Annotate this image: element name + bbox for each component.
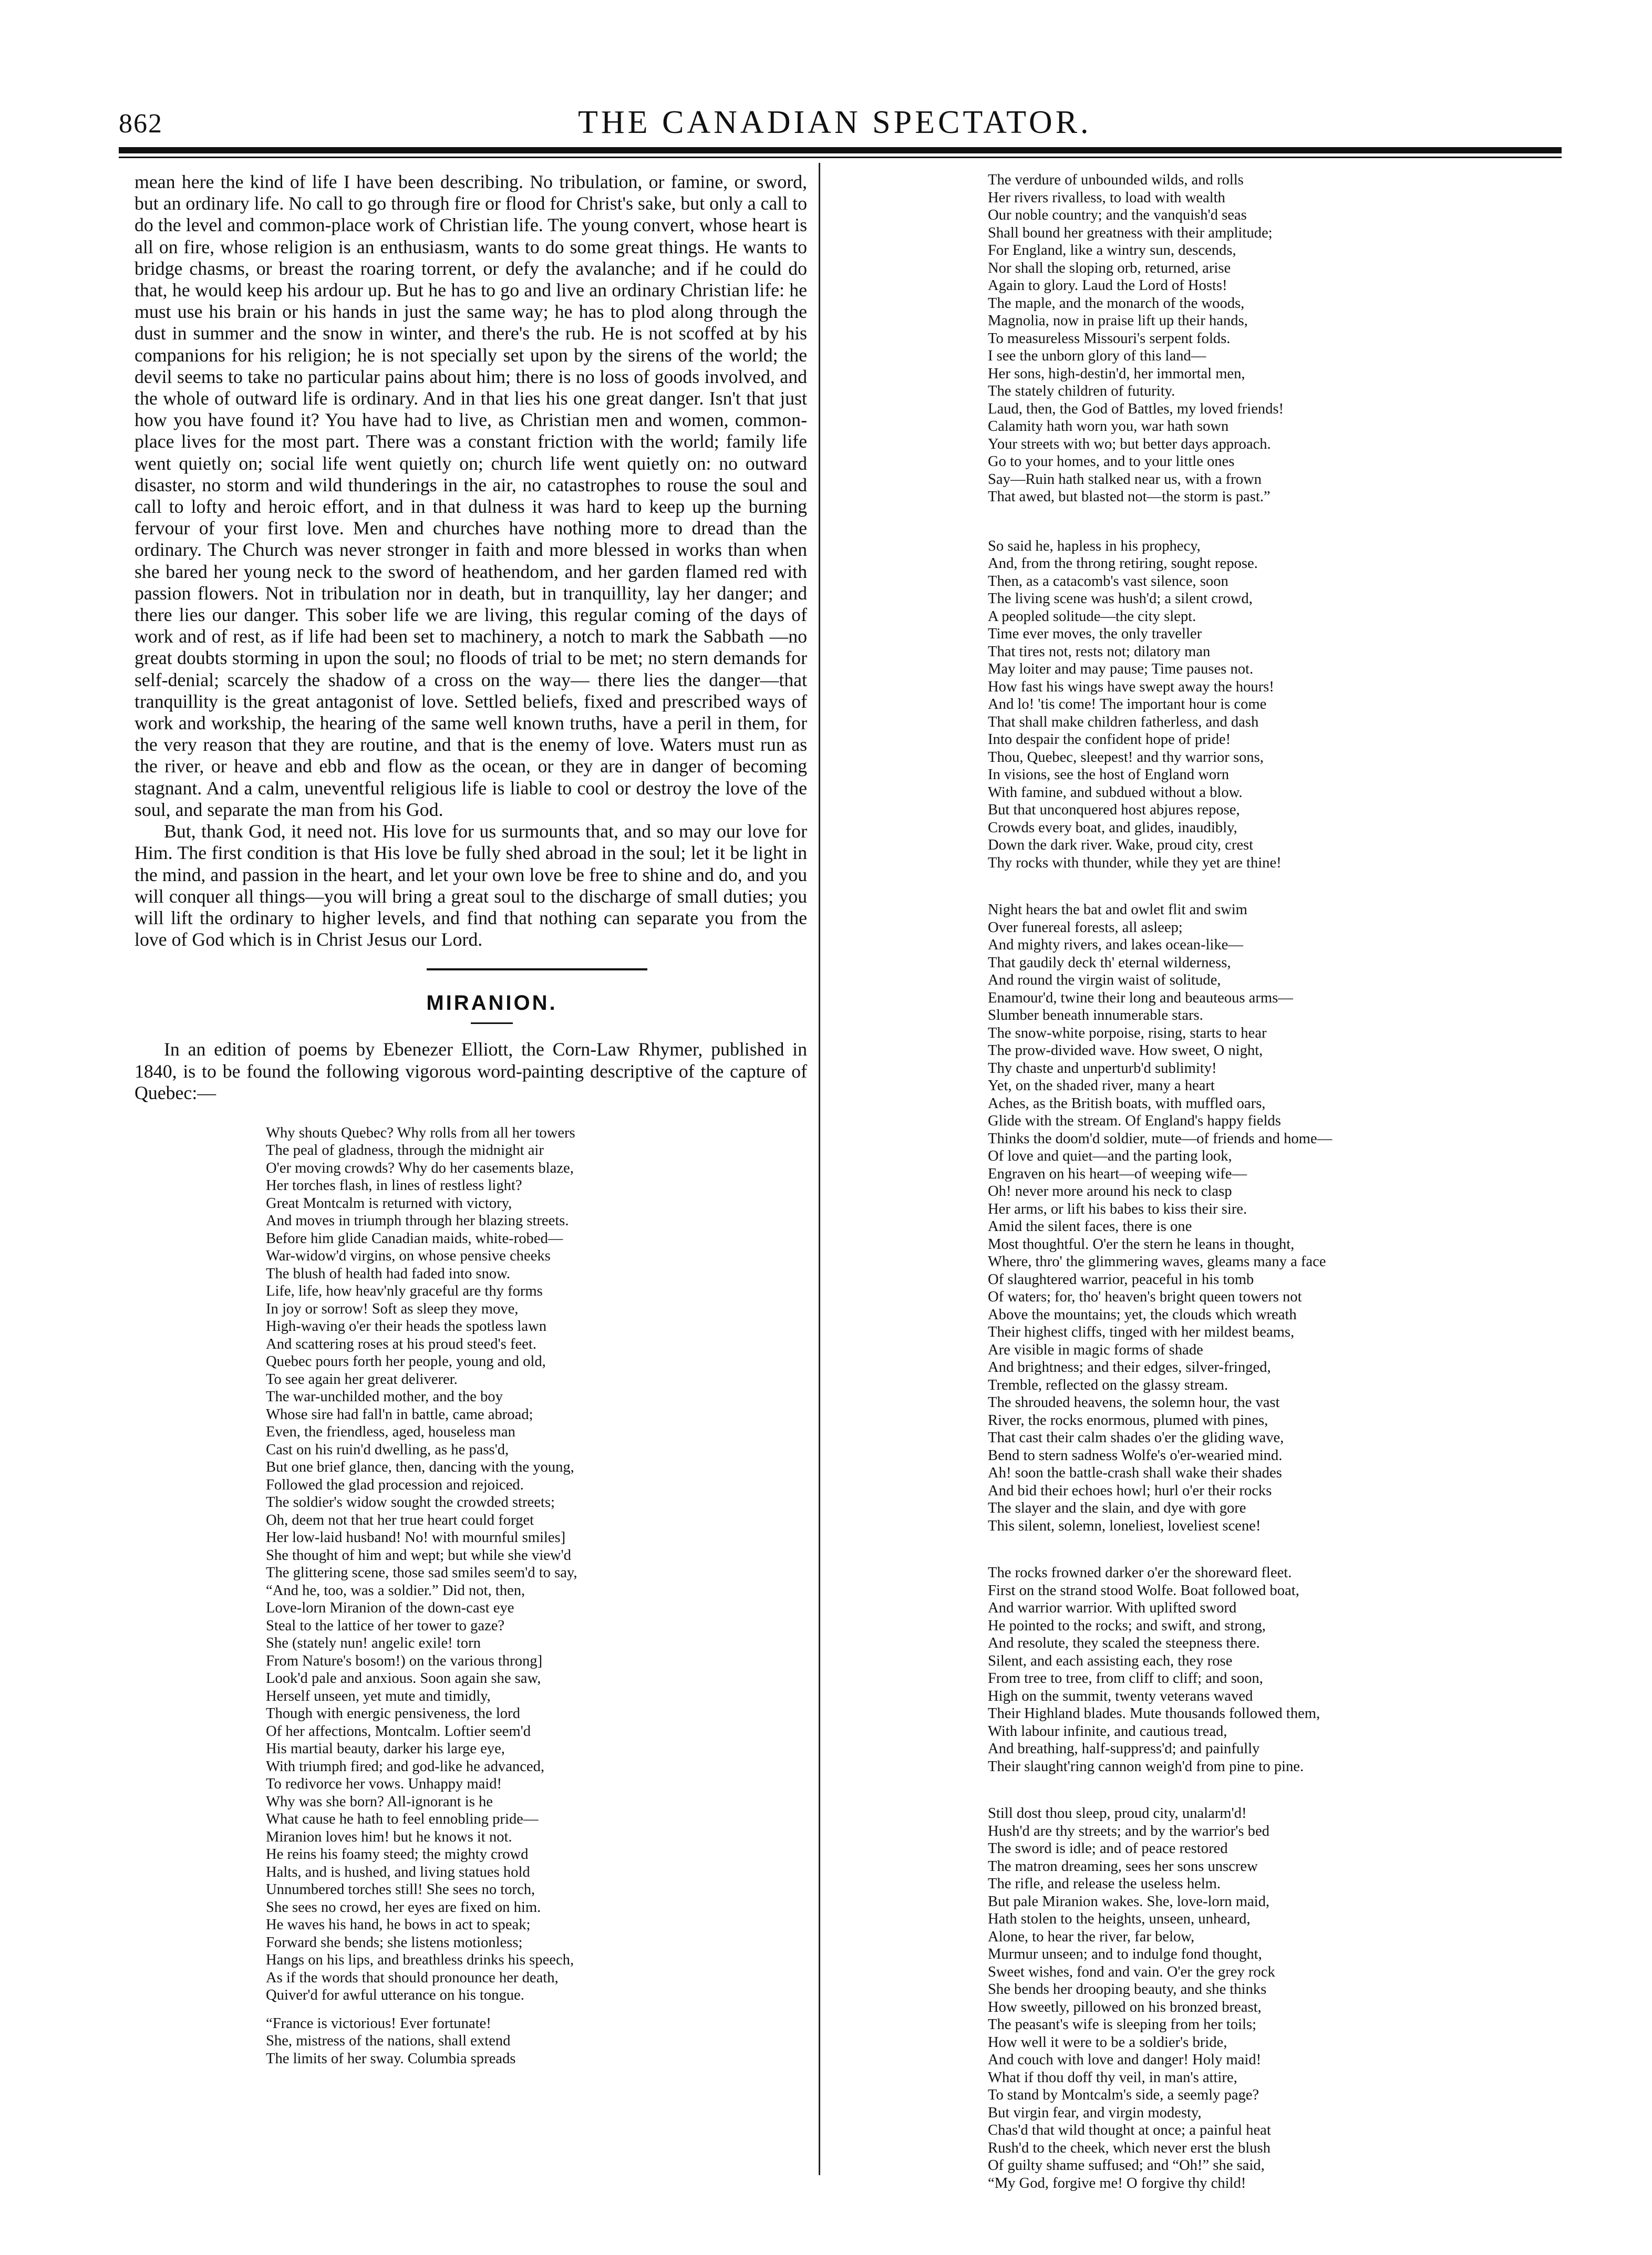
sermon-text (135, 171, 807, 950)
poem-line: Steal to the lattice of her tower to gaze? (266, 1617, 505, 1634)
poem-line: The prow-divided wave. How sweet, O night, (988, 1042, 1263, 1059)
poem-line: But virgin fear, and virgin modesty, (988, 2104, 1202, 2121)
poem-line: She bends her drooping beauty, and she thinks (988, 1981, 1267, 1998)
poem-line: Unnumbered torches still! She sees no torch, (266, 1881, 535, 1898)
poem-line: The slayer and the slain, and dye with gore (988, 1500, 1246, 1516)
poem-line: She, mistress of the nations, shall extend (266, 2033, 511, 2050)
column-divider (819, 163, 820, 2175)
poem-line: “And he, too, was a soldier.” Did not, then, (266, 1582, 525, 1599)
poem-line: Bend to stern sadness Wolfe's o'er-wearied mind. (988, 1447, 1283, 1464)
poem-line: And resolute, they scaled the steepness there. (988, 1635, 1260, 1651)
section-divider (427, 968, 647, 970)
poem-line: High-waving o'er their heads the spotless lawn (266, 1318, 547, 1335)
poem-line: The living scene was hush'd; a silent crowd, (988, 591, 1253, 607)
poem-line: To redivorce her vows. Unhappy maid! (266, 1776, 502, 1793)
poem-line: Laud, then, the God of Battles, my loved friends! (988, 400, 1284, 417)
poem-line: Still dost thou sleep, proud city, unalarm'd! (988, 1805, 1247, 1822)
poem-line: Your streets with wo; but better days approach. (988, 436, 1271, 452)
poem-line: Above the mountains; yet, the clouds which wreath (988, 1306, 1297, 1323)
poem-line: This silent, solemn, loneliest, loveliest scene! (988, 1517, 1261, 1534)
poem-line: Of her affections, Montcalm. Loftier seem'd (266, 1723, 531, 1740)
poem-line: Their slaught'ring cannon weigh'd from pine to pine. (988, 1758, 1304, 1775)
intro-paragraph: In an edition of poems by Ebenezer Elliott, the Corn-Law Rhymer, published in 1840, is to be found the following vigorous word-painting descriptive of the capture of Quebec:— (135, 1039, 807, 1104)
page-number: 862 (119, 109, 163, 139)
poem-line: Chas'd that wild thought at once; a painful heat (988, 2122, 1271, 2138)
poem-line: Of love and quiet—and the parting look, (988, 1148, 1232, 1164)
poem-line: But that unconquered host abjures repose, (988, 802, 1240, 818)
poem-line: The sword is idle; and of peace restored (988, 1840, 1228, 1857)
poem-line: Crowds every boat, and glides, inaudibly, (988, 819, 1237, 836)
poem-line: Followed the glad procession and rejoiced. (266, 1476, 524, 1493)
poem-line: With labour infinite, and cautious tread, (988, 1723, 1227, 1740)
poem-line: Hangs on his lips, and breathless drinks his speech, (266, 1952, 574, 1969)
poem-line: Halts, and is hushed, and living statues hold (266, 1864, 530, 1880)
poem-line: As if the words that should pronounce her death, (266, 1969, 559, 1986)
poem-line: Miranion loves him! but he knows it not. (266, 1828, 512, 1845)
poem-line: The verdure of unbounded wilds, and rolls (988, 172, 1244, 188)
poem-line: Quiver'd for awful utterance on his tongue. (266, 1987, 524, 2004)
poem-line: Where, thro' the glimmering waves, gleams many a face (988, 1254, 1326, 1270)
poem-line: Cast on his ruin'd dwelling, as he pass'd, (266, 1441, 509, 1458)
poem-line: Their highest cliffs, tinged with her mildest beams, (988, 1324, 1295, 1340)
sermon-paragraph: mean here the kind of life I have been describing. No tribulation, or famine, or sword, but an ordinary life. No call to go through fire or flood for Christ's sake, but only a call to do the level and common-place work of Christian life. The young convert, whose heart is all on fire, whose religion is an enthusiasm, wants to do some great things. He wants to bridge chasms, or breast the roaring torrent, or defy the avalanche; and if he could do that, he would keep his ardour up. But he has to go and live an ordinary Christian life: he must use his brain or his hands in just the same way; he has to plod along through the dust in summer and the snow in winter, and there's the rub. He is not scoffed at by his companions for his religion; he is not specially set upon by the sirens of the world; the devil seems to take no particular pains about him; there is no loss of goods involved, and the whole of outward life is ordinary. And in that lies his one great danger. Isn't that just how you have found it? You have had to live, as Christian men and women, common-place lives for the most part. There was a constant friction with the world; family life went quietly on; social life went quietly on; church life went quietly on: no outward disaster, no storm and wild thunderings in the air, no catastrophes to rouse the soul and call to lofty and heroic effort, and in that dulness it was hard to keep up the burning fervour of your first love. Men and churches have nothing more to dread than the ordinary. The Church was never stronger in faith and more blessed in works than when she bared her young neck to the sword of heathendom, and her garden flamed red with passion flowers. Not in tribulation nor in death, but in tranquillity, lay her danger; and there lies our danger. This sober life we are living, this regular coming of the days of work and of rest, as if life had been set to machinery, a notch to mark the Sabbath —no great doubts storming in upon the soul; no floods of trial to be met; no stern demands for self-denial; scarcely the shadow of a cross on the way— there lies the danger—that tranquillity is the great antagonist of love. Settled beliefs, fixed and prescribed ways of work and workship, the hearing of the same well known truths, have a peril in them, for the very reason that they are routine, and that is the enemy of love. Waters must run as the river, or heave and ebb and flow as the ocean, or they are in danger of becoming stagnant. And a calm, uneventful religious life is liable to cool or destroy the love of the soul, and separate the man from his God. (135, 171, 807, 820)
poem-line: Glide with the stream. Of England's happy fields (988, 1113, 1281, 1129)
poem-line: Oh! never more around his neck to clasp (988, 1183, 1232, 1199)
poem-stanza (988, 171, 1545, 506)
poem-line: Oh, deem not that her true heart could forget (266, 1512, 534, 1528)
poem-line: The peal of gladness, through the midnight air (266, 1142, 544, 1159)
poem-line: Love-lorn Miranion of the down-cast eye (266, 1600, 514, 1617)
poem-line: The snow-white porpoise, rising, starts to hear (988, 1025, 1267, 1041)
poem-line: Then, as a catacomb's vast silence, soon (988, 573, 1228, 589)
poem-line: The blush of health had faded into snow. (266, 1265, 511, 1282)
poem-line: That awed, but blasted not—the storm is past.” (988, 489, 1271, 505)
poem-line: Alone, to hear the river, far below, (988, 1928, 1195, 1945)
poem-line: Magnolia, now in praise lift up their hands, (988, 313, 1248, 329)
poem-line: And brightness; and their edges, silver-fringed, (988, 1359, 1271, 1375)
poem-line: And warrior warrior. With uplifted sword (988, 1600, 1237, 1616)
poem-line: A peopled solitude—the city slept. (988, 608, 1196, 625)
header-rule-thick (119, 147, 1562, 153)
poem-line: That shall make children fatherless, and dash (988, 713, 1259, 730)
poem-line: Their Highland blades. Mute thousands followed them, (988, 1705, 1320, 1722)
poem-line: War-widow'd virgins, on whose pensive cheeks (266, 1248, 551, 1265)
poem-line: Quebec pours forth her people, young and old, (266, 1353, 546, 1370)
poem-line: O'er moving crowds? Why do her casements blaze, (266, 1160, 574, 1176)
poem-line: Into despair the confident hope of pride! (988, 731, 1231, 748)
poem-line: Enamour'd, twine their long and beauteous arms— (988, 989, 1293, 1006)
poem-line: Night hears the bat and owlet flit and swim (988, 902, 1247, 918)
poem-line: The shrouded heavens, the solemn hour, the vast (988, 1394, 1280, 1411)
poem-line: What cause he hath to feel ennobling pride— (266, 1811, 539, 1828)
article-title: MIRANION. (426, 991, 557, 1015)
poem-stanza (988, 1805, 1545, 2192)
poem-line: So said he, hapless in his prophecy, (988, 537, 1201, 554)
poem-line: Why was she born? All-ignorant is he (266, 1793, 493, 1810)
poem-line: First on the strand stood Wolfe. Boat followed boat, (988, 1582, 1299, 1599)
poem-line: From tree to tree, from cliff to cliff; and soon, (988, 1670, 1263, 1687)
poem-line: The peasant's wife is sleeping from her toils; (988, 2016, 1256, 2033)
poem-line: Before him glide Canadian maids, white-robed— (266, 1230, 563, 1247)
poem-line: That gaudily deck th' eternal wilderness, (988, 954, 1231, 971)
poem-line: Look'd pale and anxious. Soon again she saw, (266, 1670, 541, 1687)
poem-line: He reins his foamy steed; the mighty crowd (266, 1846, 529, 1863)
poem-line: Down the dark river. Wake, proud city, crest (988, 837, 1254, 853)
poem-left-column (266, 1124, 807, 2068)
poem-line: He pointed to the rocks; and swift, and strong, (988, 1617, 1266, 1634)
article-intro (135, 1039, 807, 1104)
poem-line: Thy rocks with thunder, while they yet are thine! (988, 854, 1282, 871)
poem-line: To measureless Missouri's serpent folds. (988, 330, 1231, 347)
poem-stanza (988, 537, 1545, 872)
poem-stanza (988, 901, 1545, 1535)
poem-line: To stand by Montcalm's side, a seemly page? (988, 2087, 1259, 2103)
header-rule-thin (119, 157, 1562, 158)
poem-line: Forward she bends; she listens motionless; (266, 1934, 523, 1951)
poem-line: Nor shall the sloping orb, returned, arise (988, 260, 1231, 276)
poem-line: For England, like a wintry sun, descends, (988, 242, 1236, 258)
poem-line: The glittering scene, those sad smiles seem'd to say, (266, 1565, 577, 1581)
poem-line: Time ever moves, the only traveller (988, 626, 1202, 642)
poem-line: River, the rocks enormous, plumed with pines, (988, 1412, 1268, 1429)
poem-line: And mighty rivers, and lakes ocean-like— (988, 937, 1243, 953)
poem-line: Murmur unseen; and to indulge fond thought, (988, 1946, 1262, 1962)
poem-line: Aches, as the British boats, with muffled oars, (988, 1095, 1266, 1112)
poem-line: And scattering roses at his proud steed's feet. (266, 1336, 536, 1352)
poem-line: Great Montcalm is returned with victory, (266, 1195, 512, 1212)
poem-line: The rifle, and release the useless helm. (988, 1876, 1221, 1892)
poem-line: Yet, on the shaded river, many a heart (988, 1078, 1215, 1094)
poem-line: Thinks the doom'd soldier, mute—of friends and home— (988, 1130, 1333, 1147)
poem-line: Hath stolen to the heights, unseen, unheard, (988, 1911, 1251, 1927)
poem-line: That tires not, rests not; dilatory man (988, 643, 1211, 660)
poem-stanza (266, 2015, 807, 2068)
poem-line: High on the summit, twenty veterans waved (988, 1688, 1253, 1704)
poem-right-column (988, 171, 1545, 2192)
poem-line: Of slaughtered warrior, peaceful in his tomb (988, 1271, 1254, 1288)
poem-line: The war-unchilded mother, and the boy (266, 1389, 503, 1405)
poem-line: Slumber beneath innumerable stars. (988, 1007, 1203, 1023)
poem-line: Tremble, reflected on the glassy stream. (988, 1377, 1228, 1393)
poem-line: He waves his hand, he bows in act to speak; (266, 1917, 531, 1933)
poem-line: Over funereal forests, all asleep; (988, 919, 1183, 936)
poem-line: From Nature's bosom!) on the various throng] (266, 1652, 543, 1669)
poem-line: And round the virgin waist of solitude, (988, 972, 1221, 988)
poem-line: Sweet wishes, fond and vain. O'er the grey rock (988, 1963, 1275, 1980)
poem-line: The maple, and the monarch of the woods, (988, 295, 1245, 312)
poem-line: To see again her great deliverer. (266, 1371, 458, 1388)
poem-line: That cast their calm shades o'er the gliding wave, (988, 1430, 1284, 1446)
poem-line: Her arms, or lift his babes to kiss their sire. (988, 1201, 1247, 1217)
left-column (135, 171, 807, 2067)
poem-line: With famine, and subdued without a blow. (988, 784, 1243, 801)
sermon-paragraph: But, thank God, it need not. His love for us surmounts that, and so may our love for Him. The first condition is that His love be fully shed abroad in the soul; let it be light in the mind, and passion in the heart, and let your own love be free to shine and do, and you will conquer all things—you will bring a great soul to the discharge of small duties; you will lift the ordinary to higher levels, and find that nothing can separate you from the love of God which is in Christ Jesus our Lord. (135, 821, 807, 950)
poem-line: Most thoughtful. O'er the stern he leans in thought, (988, 1236, 1295, 1253)
poem-line: How well it were to be a soldier's bride, (988, 2034, 1227, 2051)
poem-line: Silent, and each assisting each, they rose (988, 1652, 1233, 1669)
poem-line: Go to your homes, and to your little ones (988, 453, 1235, 470)
poem-line: Whose sire had fall'n in battle, came abroad; (266, 1406, 533, 1423)
poem-line: The limits of her sway. Columbia spreads (266, 2050, 516, 2067)
poem-line: Why shouts Quebec? Why rolls from all her towers (266, 1124, 575, 1141)
poem-line: Her sons, high-destin'd, her immortal men, (988, 365, 1245, 382)
poem-line: “France is victorious! Ever fortunate! (266, 2015, 491, 2032)
poem-line: With triumph fired; and god-like he advanced, (266, 1758, 545, 1775)
title-dash (471, 1022, 513, 1024)
poem-line: And moves in triumph through her blazing streets. (266, 1213, 569, 1229)
poem-line: Ah! soon the battle-crash shall wake their shades (988, 1465, 1282, 1481)
poem-line: Though with energic pensiveness, the lord (266, 1705, 520, 1722)
poem-line: But one brief glance, then, dancing with the young, (266, 1459, 574, 1476)
masthead-title: THE CANADIAN SPECTATOR. (578, 105, 1092, 140)
poem-line: Even, the friendless, aged, houseless man (266, 1424, 515, 1441)
poem-line: Her low-laid husband! No! with mournful smiles] (266, 1529, 566, 1546)
poem-line: Calamity hath worn you, war hath sown (988, 418, 1229, 435)
poem-line: She sees no crowd, her eyes are fixed on him. (266, 1899, 541, 1916)
poem-line: Rush'd to the cheek, which never erst the blush (988, 2139, 1271, 2156)
poem-line: “My God, forgive me! O forgive thy child! (988, 2175, 1246, 2191)
poem-line: How sweetly, pillowed on his bronzed breast, (988, 1999, 1262, 2015)
poem-line: Engraven on his heart—of weeping wife— (988, 1165, 1247, 1182)
poem-line: And, from the throng retiring, sought repose. (988, 555, 1258, 572)
poem-line: She (stately nun! angelic exile! torn (266, 1635, 481, 1652)
poem-line: I see the unborn glory of this land— (988, 348, 1206, 364)
poem-line: Our noble country; and the vanquish'd seas (988, 207, 1247, 223)
poem-line: Shall bound her greatness with their amplitude; (988, 224, 1273, 241)
poem-line: In visions, see the host of England worn (988, 767, 1230, 783)
poem-line: The soldier's widow sought the crowded streets; (266, 1494, 555, 1511)
poem-line: And breathing, half-suppress'd; and painfully (988, 1741, 1260, 1757)
poem-line: But pale Miranion wakes. She, love-lorn maid, (988, 1893, 1270, 1910)
poem-line: Are visible in magic forms of shade (988, 1341, 1203, 1358)
poem-line: Her rivers rivalless, to load with wealth (988, 189, 1225, 206)
poem-line: Thou, Quebec, sleepest! and thy warrior sons, (988, 749, 1264, 766)
poem-line: Hush'd are thy streets; and by the warrior's bed (988, 1823, 1269, 1839)
poem-line: Of waters; for, tho' heaven's bright queen towers not (988, 1289, 1302, 1305)
poem-line: The matron dreaming, sees her sons unscrew (988, 1858, 1258, 1875)
poem-line: Her torches flash, in lines of restless light? (266, 1177, 522, 1194)
poem-line: And lo! 'tis come! The important hour is come (988, 696, 1267, 712)
poem-line: His martial beauty, darker his large eye, (266, 1741, 505, 1757)
poem-line: Amid the silent faces, there is one (988, 1218, 1192, 1235)
poem-stanza (988, 1564, 1545, 1775)
poem-line: And bid their echoes howl; hurl o'er their rocks (988, 1482, 1272, 1499)
poem-line: In joy or sorrow! Soft as sleep they move, (266, 1300, 519, 1317)
poem-line: Again to glory. Laud the Lord of Hosts! (988, 277, 1227, 294)
poem-line: Life, life, how heav'nly graceful are thy forms (266, 1283, 543, 1300)
poem-line: The stately children of futurity. (988, 383, 1175, 399)
poem-line: Thy chaste and unperturb'd sublimity! (988, 1060, 1217, 1077)
poem-line: Say—Ruin hath stalked near us, with a frown (988, 471, 1262, 488)
poem-line: Of guilty shame suffused; and “Oh!” she said, (988, 2157, 1265, 2174)
poem-line: The rocks frowned darker o'er the shoreward fleet. (988, 1565, 1292, 1581)
poem-stanza (266, 1124, 807, 2004)
poem-line: She thought of him and wept; but while she view'd (266, 1547, 571, 1564)
poem-line: May loiter and may pause; Time pauses not. (988, 661, 1254, 677)
poem-line: What if thou doff thy veil, in man's attire, (988, 2069, 1237, 2086)
poem-line: And couch with love and danger! Holy maid! (988, 2052, 1262, 2068)
poem-line: Herself unseen, yet mute and timidly, (266, 1688, 491, 1704)
poem-line: How fast his wings have swept away the hours! (988, 678, 1274, 695)
